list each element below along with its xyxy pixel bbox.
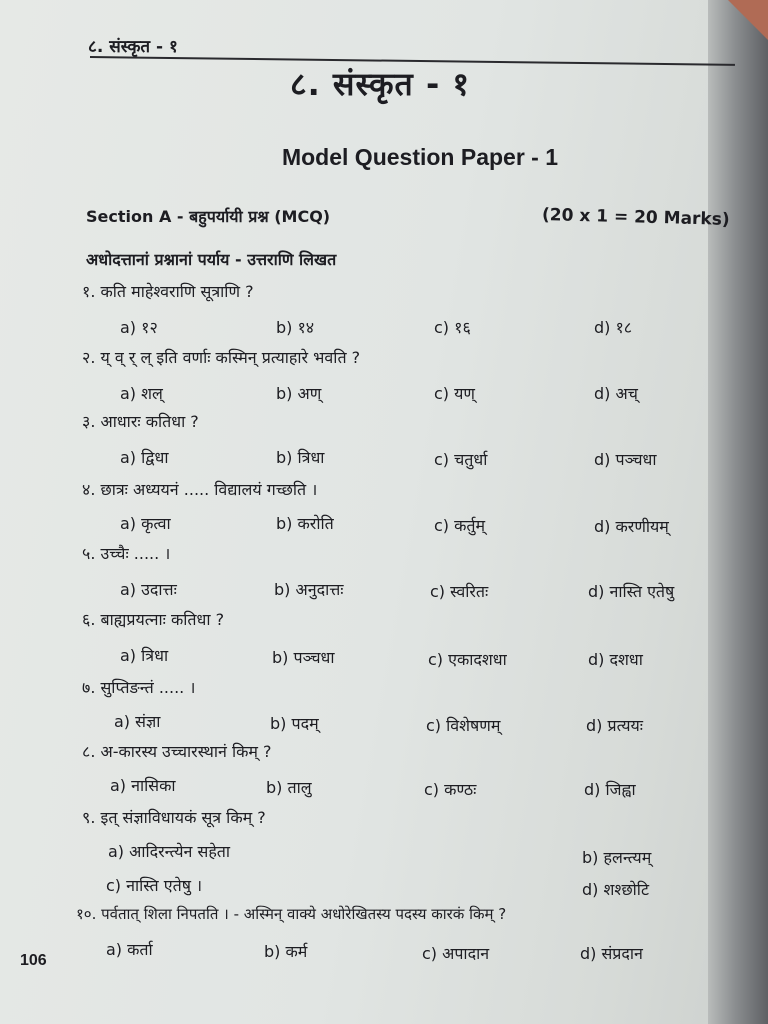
question-6: ६. बाह्यप्रयत्नाः कतिधा ? <box>82 610 225 629</box>
q7-option-c: c) विशेषणम् <box>426 716 501 735</box>
question-7: ७. सुप्तिङन्तं ..... । <box>82 678 196 697</box>
q2-option-b: b) अण् <box>276 384 322 403</box>
q4-option-a: a) कृत्वा <box>120 514 171 533</box>
question-4: ४. छात्रः अध्ययनं ..... विद्यालयं गच्छति । <box>82 480 318 499</box>
question-9: ९. इत् संज्ञाविधायकं सूत्र किम् ? <box>82 808 266 827</box>
q5-option-d: d) नास्ति एतेषु <box>588 582 675 601</box>
question-10: १०. पर्वतात् शिला निपतति । - अस्मिन् वाक्ये अधोरेखितस्य पदस्य कारकं किम् ? <box>76 905 507 923</box>
q9-option-b: b) हलन्त्यम् <box>582 848 652 867</box>
q6-option-b: b) पञ्चधा <box>272 648 335 667</box>
q5-option-a: a) उदात्तः <box>120 580 177 599</box>
q4-option-d: d) करणीयम् <box>594 517 669 536</box>
q2-option-d: d) अच् <box>594 384 638 403</box>
q7-option-d: d) प्रत्ययः <box>586 716 644 735</box>
q5-option-b: b) अनुदात्तः <box>274 580 344 599</box>
question-1: १. कति माहेश्वराणि सूत्राणि ? <box>82 282 254 301</box>
q8-option-c: c) कण्ठः <box>424 780 477 799</box>
q3-option-a: a) द्विधा <box>120 448 169 467</box>
q9-option-c: c) नास्ति एतेषु । <box>106 876 203 895</box>
q8-option-d: d) जिह्वा <box>584 780 636 799</box>
background-corner <box>728 0 768 40</box>
question-3: ३. आधारः कतिधा ? <box>82 412 199 431</box>
q2-option-a: a) शल् <box>120 384 163 403</box>
q10-option-d: d) संप्रदान <box>580 944 643 963</box>
q4-option-c: c) कर्तुम् <box>434 516 486 535</box>
question-8: ८. अ-कारस्य उच्चारस्थानं किम् ? <box>82 742 272 761</box>
section-label: Section A - बहुपर्यायी प्रश्न (MCQ) <box>86 207 331 226</box>
q1-option-d: d) १८ <box>594 318 633 337</box>
q3-option-d: d) पञ्चधा <box>594 450 657 469</box>
instruction-text: अधोदत्तानां प्रश्नानां पर्याय - उत्तराणि लिखत <box>86 250 337 269</box>
q6-option-a: a) त्रिधा <box>120 646 169 665</box>
q10-option-c: c) अपादान <box>422 944 490 963</box>
running-header: ८. संस्कृत - १ <box>88 37 178 57</box>
page-number: 106 <box>20 952 47 969</box>
q4-option-b: b) करोति <box>276 514 334 533</box>
q1-option-b: b) १४ <box>276 318 315 337</box>
q10-option-a: a) कर्ता <box>106 940 153 959</box>
q8-option-a: a) नासिका <box>110 776 176 795</box>
q3-option-c: c) चतुर्धा <box>434 450 488 469</box>
q8-option-b: b) तालु <box>266 778 312 797</box>
chapter-title: ८. संस्कृत - १ <box>289 65 471 103</box>
section-marks: (20 x 1 = 20 Marks) <box>541 205 730 230</box>
q10-option-b: b) कर्म <box>264 942 308 961</box>
q2-option-c: c) यण् <box>434 384 475 403</box>
q7-option-b: b) पदम् <box>270 714 319 733</box>
question-5: ५. उच्चैः ..... । <box>82 544 171 563</box>
q6-option-c: c) एकादशधा <box>428 650 507 669</box>
paper-title: Model Question Paper - 1 <box>281 144 559 170</box>
q6-option-d: d) दशधा <box>588 650 643 669</box>
q9-option-a: a) आदिरन्त्येन सहेता <box>108 842 231 861</box>
q7-option-a: a) संज्ञा <box>114 712 161 731</box>
question-2: २. य् व् र् ल् इति वर्णाः कस्मिन् प्रत्याहारे भवति ? <box>82 348 361 367</box>
q9-option-d: d) शश्छोटि <box>582 880 650 899</box>
q1-option-a: a) १२ <box>120 318 158 337</box>
q1-option-c: c) १६ <box>434 318 471 337</box>
q5-option-c: c) स्वरितः <box>430 582 489 601</box>
q3-option-b: b) त्रिधा <box>276 448 325 467</box>
